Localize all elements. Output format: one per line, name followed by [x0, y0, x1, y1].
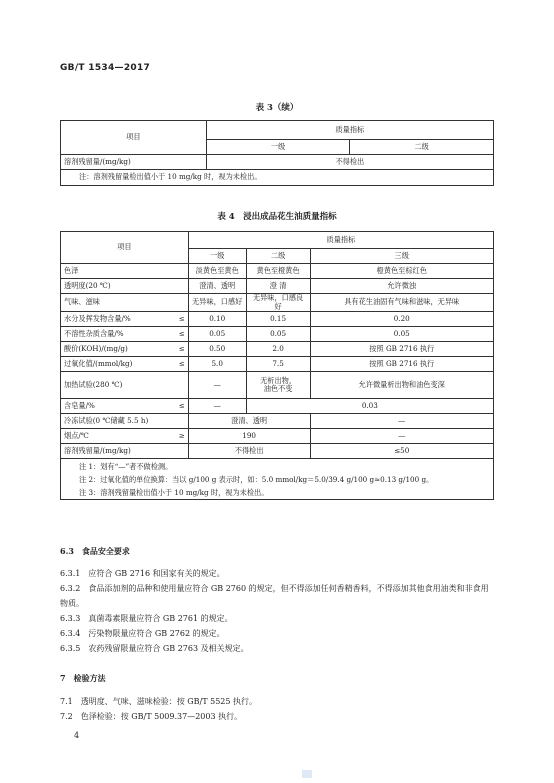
row-v1: —	[188, 399, 246, 414]
row-item: 酸价(KOH)/(mg/g)	[64, 343, 128, 353]
row-v1: 无异味，口感好	[188, 294, 246, 312]
table4-grade2: 二级	[246, 249, 310, 264]
row-relation: ≤	[178, 314, 185, 323]
clause-6-3-2: 6.3.2 食品添加剂的品种和使用量应符合 GB 2760 的规定，但不得添加任何香精香料，不得添加其他食用油类和非食用物质。	[60, 584, 489, 608]
table3-row-item: 溶剂残留量/(mg/kg)	[61, 155, 207, 170]
table3-grade1: 一级	[206, 140, 350, 155]
table4-col-item: 项目	[61, 232, 189, 264]
table-row	[61, 312, 494, 327]
table3-grade2: 二级	[350, 140, 494, 155]
row-relation: ≤	[178, 401, 185, 410]
row-v1: —	[188, 372, 246, 399]
table-row	[61, 399, 494, 414]
table4-grade1: 一级	[188, 249, 246, 264]
row-v12: 190	[188, 429, 310, 444]
row-v2	[246, 372, 310, 399]
table-row	[61, 264, 494, 279]
clause-6-3-5: 6.3.5 农药残留限量应符合 GB 2763 及相关规定。	[60, 644, 249, 653]
table4	[60, 231, 494, 500]
row-v3: 具有花生油固有气味和滋味，无异味	[310, 294, 494, 312]
row-v1: 淡黄色至黄色	[188, 264, 246, 279]
row-v23: 0.03	[246, 399, 493, 414]
table-row	[61, 429, 494, 444]
row-v3: —	[310, 429, 494, 444]
row-v12: 不得检出	[188, 444, 310, 459]
row-v2: 2.0	[246, 342, 310, 357]
clause-7-1: 7.1 透明度、气味、滋味检验：按 GB/T 5525 执行。	[60, 697, 258, 706]
standard-code: GB/T 1534—2017	[60, 63, 151, 73]
row-v2: 黄色至橙黄色	[246, 264, 310, 279]
row-item: 含皂量/%	[64, 400, 95, 410]
row-v3: 按照 GB 2716 执行	[310, 342, 494, 357]
row-v3: —	[310, 414, 494, 429]
row-item: 色泽	[64, 265, 79, 275]
table3-caption: 表 3（续）	[255, 103, 299, 113]
row-relation: ≤	[178, 329, 185, 338]
row-v2-line1: 无析出物，	[260, 375, 297, 385]
clause-6-3-1: 6.3.1 应符合 GB 2716 和国家有关的规定。	[60, 569, 225, 578]
table-row	[61, 294, 494, 312]
row-v1: 0.05	[188, 327, 246, 342]
row-v3: 按照 GB 2716 执行	[310, 357, 494, 372]
row-v3: 允许微浊	[310, 279, 494, 294]
clause-6-3-4: 6.3.4 污染物限量应符合 GB 2762 的规定。	[60, 629, 225, 638]
row-v1: 5.0	[188, 357, 246, 372]
table3-row-value: 不得检出	[206, 155, 493, 170]
row-item: 气味、滋味	[64, 297, 100, 307]
row-item: 透明度(20 ℃)	[64, 280, 111, 290]
row-item: 水分及挥发物含量/%	[64, 313, 131, 323]
row-v3: 0.20	[310, 312, 494, 327]
table3-note: 注：溶剂残留量检出值小于 10 mg/kg 时，视为未检出。	[61, 170, 494, 186]
table-row	[61, 444, 494, 459]
table-row	[61, 357, 494, 372]
row-v2: 0.05	[246, 327, 310, 342]
row-item: 加热试验(280 ℃)	[61, 372, 189, 399]
page-number: 4	[74, 731, 80, 740]
row-item: 溶剂残留量/(mg/kg)	[61, 444, 189, 459]
row-v3: 允许微量析出物和油色变深	[310, 372, 494, 399]
scan-mark	[302, 770, 312, 778]
clause-6-3-3: 6.3.3 真菌毒素限量应符合 GB 2761 的规定。	[60, 614, 233, 623]
row-v2: 澄 清	[246, 279, 310, 294]
table-row	[61, 279, 494, 294]
row-relation: ≥	[178, 431, 185, 440]
table-row	[61, 342, 494, 357]
row-v12: 澄清、透明	[188, 414, 310, 429]
table4-grade3: 三级	[310, 249, 494, 264]
row-item: 不溶性杂质含量/%	[64, 328, 124, 338]
section-6-3-title: 6.3 食品安全要求	[60, 546, 130, 556]
row-v1: 0.10	[188, 312, 246, 327]
row-item: 过氧化值/(mmol/kg)	[64, 358, 133, 368]
row-relation: ≤	[178, 359, 185, 368]
table4-caption: 表 4 浸出成品花生油质量指标	[217, 212, 337, 222]
table-row	[61, 414, 494, 429]
row-v2-line2: 油色不变	[263, 384, 293, 394]
row-v1: 澄清、透明	[188, 279, 246, 294]
table3	[60, 120, 494, 186]
row-v2: 7.5	[246, 357, 310, 372]
row-v3: ≤50	[310, 444, 494, 459]
row-v3: 0.05	[310, 327, 494, 342]
row-relation: ≤	[178, 344, 185, 353]
table4-col-quality: 质量指标	[188, 232, 493, 249]
section-7-title: 7 检验方法	[60, 673, 106, 683]
table3-col-item: 项目	[61, 121, 207, 155]
row-v2: 0.15	[246, 312, 310, 327]
table-row	[61, 372, 494, 399]
row-item: 烟点/℃	[64, 430, 89, 440]
row-v1: 0.50	[188, 342, 246, 357]
table4-note-1: 注 1：划有“—”者不做检测。	[79, 461, 173, 471]
row-v2: 无异味，口感良好	[246, 294, 310, 312]
clause-7-2: 7.2 色泽检验：按 GB/T 5009.37—2003 执行。	[60, 712, 243, 721]
table4-note-2: 注 2：过氧化值的单位换算：当以 g/100 g 表示时，如：5.0 mmol/kg＝5.0/39.4 g/100 g≈0.13 g/100 g。	[79, 474, 434, 484]
table3-col-quality: 质量指标	[206, 121, 493, 140]
table-row	[61, 327, 494, 342]
table4-notes	[61, 459, 494, 500]
row-v3: 橙黄色至棕红色	[310, 264, 494, 279]
table4-note-3: 注 3：溶剂残留量检出值小于 10 mg/kg 时，视为未检出。	[79, 487, 269, 497]
row-item: 冷冻试验(0 ℃储藏 5.5 h)	[61, 414, 189, 429]
